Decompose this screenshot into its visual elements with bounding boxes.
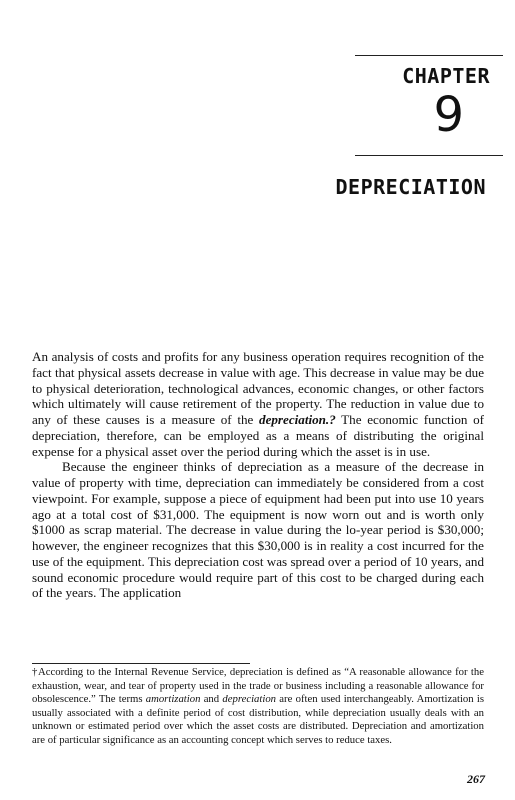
chapter-number: 9 <box>433 87 464 143</box>
footnote-paragraph <box>32 666 484 748</box>
footnote-text-before: †According to the Internal Revenue Service, depreciation is defined as “A reasonable allowance for the exhaustion, wear, and tear of property used in the trade or business including a reasonable allowance for obsolescence.” The terms <box>32 666 484 706</box>
page-number: 267 <box>467 772 485 786</box>
paragraph-1 <box>32 349 484 459</box>
chapter-title: DEPRECIATION <box>335 175 486 199</box>
header-rule-top <box>355 55 503 56</box>
header-rule-bottom <box>355 155 503 156</box>
chapter-label: CHAPTER <box>402 64 490 88</box>
footnote-text-mid: and <box>200 693 223 706</box>
footnote-rule <box>32 663 250 664</box>
paragraph-2: Because the engineer thinks of depreciation as a measure of the decrease in value of property with time, depreciation can immediately be considered from a cost viewpoint. For example, suppose a piece of equipment had been put into use 10 years ago at a total cost of $31,000. The equipment is now worn out and is worth only $1000 as scrap material. The decrease in value during the lo-year period is $30,000; however, the engineer recognizes that this $30,000 is in reality a cost incurred for the use of the equipment. This depreciation cost was spread over a period of 10 years, and sound economic procedure would require part of this cost to be charged during each of the years. The application <box>32 459 484 601</box>
footnote <box>32 666 484 748</box>
footnote-text-after: are often used interchangeably. Amortization is usually associated with a definite period of cost distribution, while depreciation usually deals with an unknown or estimated period over which the asset costs are distributed. Depreciation and amortization are of particular significance as an accounting concept which serves to reduce taxes. <box>32 693 484 746</box>
footnote-term-depreciation: depreciation <box>222 693 277 706</box>
paragraph-1-text: An analysis of costs and profits for any business operation requires recognition of the fact that physical assets decrease in value with age. This decrease in value may be due to physical deterioration, technological advances, economic changes, or other factors which ultimately will cause retirement of the property. The reduction in value due to any of these causes is a measure of the <box>32 349 484 427</box>
term-depreciation: depreciation.? <box>259 412 336 427</box>
paragraph-1-text-after: The economic function of depreciation, therefore, can be employed as a means of distributing the original expense for a physical asset over the period during which the asset is in use. <box>32 412 485 459</box>
footnote-term-amortization: amortization <box>145 693 201 706</box>
body-text <box>32 349 484 601</box>
